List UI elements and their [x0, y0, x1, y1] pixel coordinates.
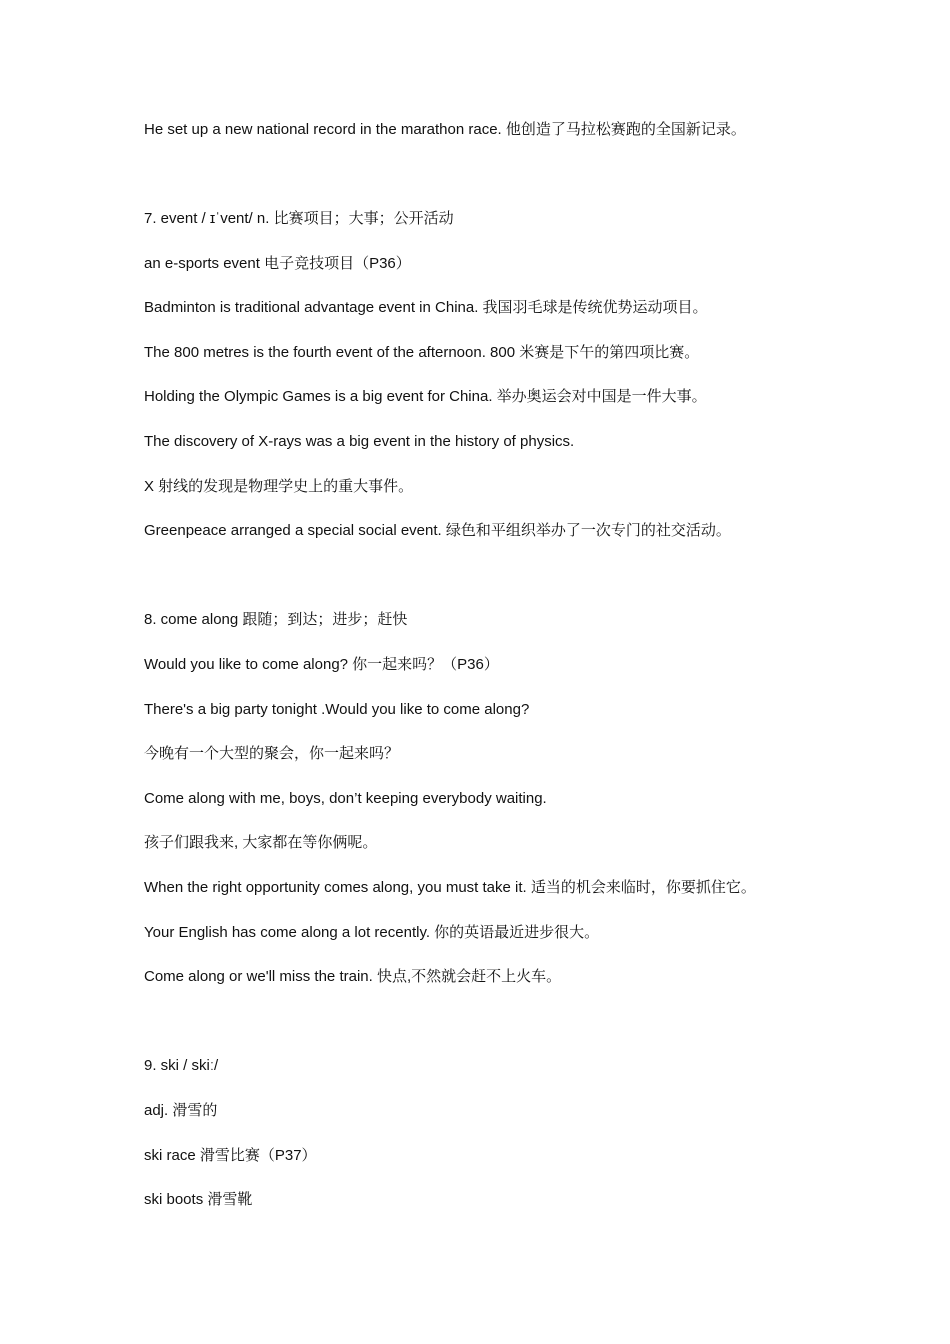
example-translation: 孩子们跟我来, 大家都在等你俩呢。 — [144, 834, 378, 851]
example-sentence: When the right opportunity comes along, you must take it. 适当的机会来临时，你要抓住它。 — [144, 879, 756, 896]
example-translation: 今晚有一个大型的聚会，你一起来吗？ — [144, 745, 400, 762]
example-sentence: The discovery of X-rays was a big event in the history of physics. — [144, 433, 575, 450]
vocab-entry-heading: 8. come along 跟随；到达；进步；赶快 — [144, 611, 408, 628]
example-sentence: Come along with me, boys, don’t keeping everybody waiting. — [144, 790, 547, 807]
example-sentence: Come along or we'll miss the train. 快点,不然就会赶不上火车。 — [144, 968, 562, 985]
example-phrase: an e-sports event 电子竞技项目（P36） — [144, 255, 411, 272]
example-sentence: The 800 metres is the fourth event of the afternoon. 800 米赛是下午的第四项比赛。 — [144, 344, 700, 361]
example-sentence: Badminton is traditional advantage event in China. 我国羽毛球是传统优势运动项目。 — [144, 299, 708, 316]
example-translation: X 射线的发现是物理学史上的重大事件。 — [144, 478, 414, 495]
example-sentence: There's a big party tonight .Would you like to come along? — [144, 701, 530, 718]
vocab-entry-heading: 9. ski / skiː/ — [144, 1057, 219, 1074]
vocab-entry-heading: 7. event / ɪˈvent/ n. 比赛项目；大事；公开活动 — [144, 210, 454, 227]
example-sentence: He set up a new national record in the marathon race. 他创造了马拉松赛跑的全国新记录。 — [144, 121, 746, 138]
example-phrase: ski race 滑雪比赛（P37） — [144, 1147, 317, 1164]
part-of-speech: adj. 滑雪的 — [144, 1102, 218, 1119]
example-sentence: Greenpeace arranged a special social event. 绿色和平组织举办了一次专门的社交活动。 — [144, 522, 731, 539]
example-sentence: Holding the Olympic Games is a big event for China. 举办奥运会对中国是一件大事。 — [144, 388, 707, 405]
example-phrase: ski boots 滑雪靴 — [144, 1191, 253, 1208]
example-sentence: Your English has come along a lot recently. 你的英语最近进步很大。 — [144, 924, 600, 941]
example-sentence: Would you like to come along? 你一起来吗？（P36） — [144, 656, 499, 673]
